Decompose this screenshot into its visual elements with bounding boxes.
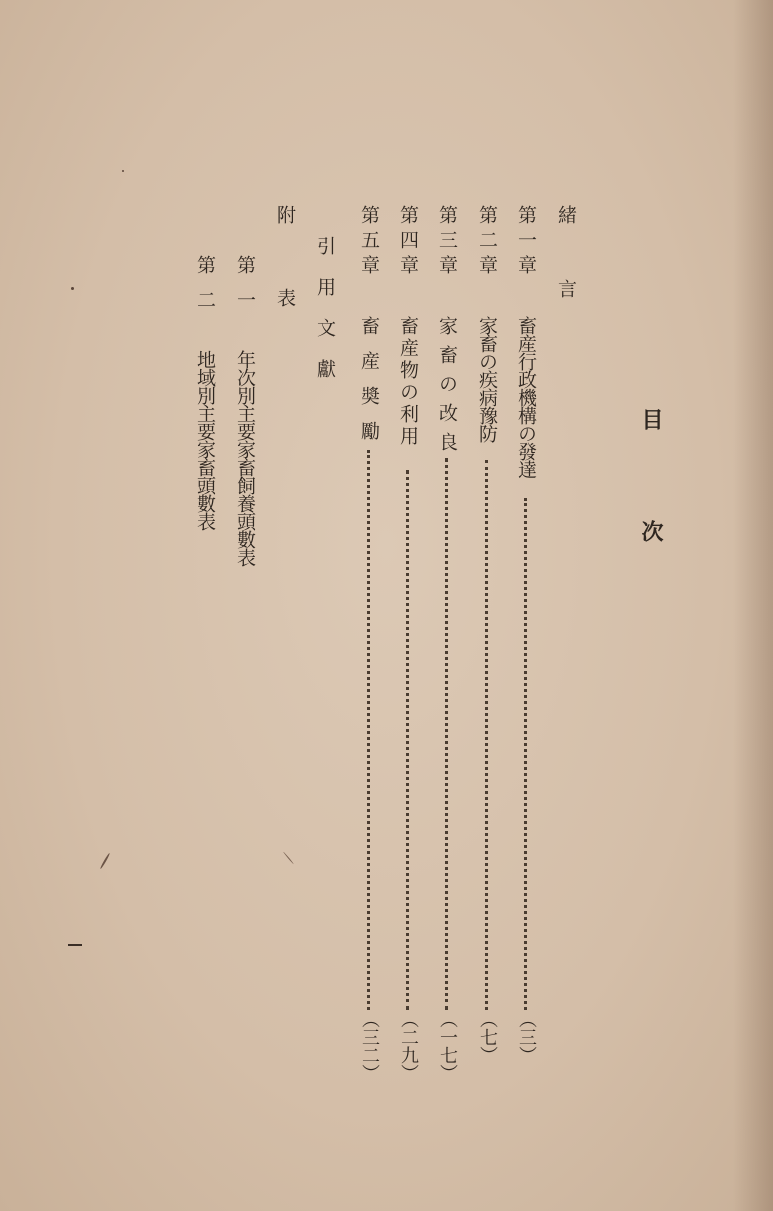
toc-title-char-1: 目 [638,408,664,432]
toc-ch1-title: 畜産行政機構の發達 [515,316,537,478]
toc-ch5-label: 第五章 [358,205,380,280]
toc-ch5-leader [367,450,370,1010]
toc-ch2-page: （七） [477,1010,498,1064]
paper-fiber [283,852,294,865]
toc-ch4-page: （二九） [398,1010,419,1082]
toc-appendix-label: 附表 [274,205,296,371]
toc-ch1-label: 第一章 [515,205,537,280]
toc-ch3-label: 第三章 [436,205,458,280]
appendix-item-2-title: 地域別主要家畜頭數表 [194,350,216,530]
appendix-item-2-number: 第二 [194,255,216,325]
toc-ch3-title: 家畜の改良 [436,316,458,461]
toc-ch5-title: 畜産奬勵 [358,316,380,456]
folio-mark [68,944,82,946]
toc-title-char-2: 次 [638,520,664,544]
toc-ch5-page: （三二） [359,1010,380,1082]
toc-ch1-page: （三） [516,1010,537,1064]
toc-ch2-leader [485,460,488,1010]
paper-speck [122,170,124,172]
toc-ch4-label: 第四章 [397,205,419,280]
toc-ch4-leader [406,470,409,1010]
appendix-item-1-number: 第一 [234,255,256,325]
toc-ch2-label: 第二章 [476,205,498,280]
toc-ch1-leader [524,498,527,1010]
appendix-item-1-title: 年次別主要家畜飼養頭數表 [234,350,256,566]
toc-references: 引用文獻 [314,236,336,400]
paper-fiber [100,853,111,870]
toc-ch3-page: （一七） [437,1010,458,1082]
toc-ch3-leader [445,458,448,1010]
toc-ch4-title: 畜産物の利用 [397,316,419,448]
toc-ch2-title: 家畜の疾病豫防 [476,316,498,442]
toc-intro-label: 緒 言 [555,205,577,316]
page-spine-shadow [733,0,773,1211]
paper-speck [71,287,74,290]
